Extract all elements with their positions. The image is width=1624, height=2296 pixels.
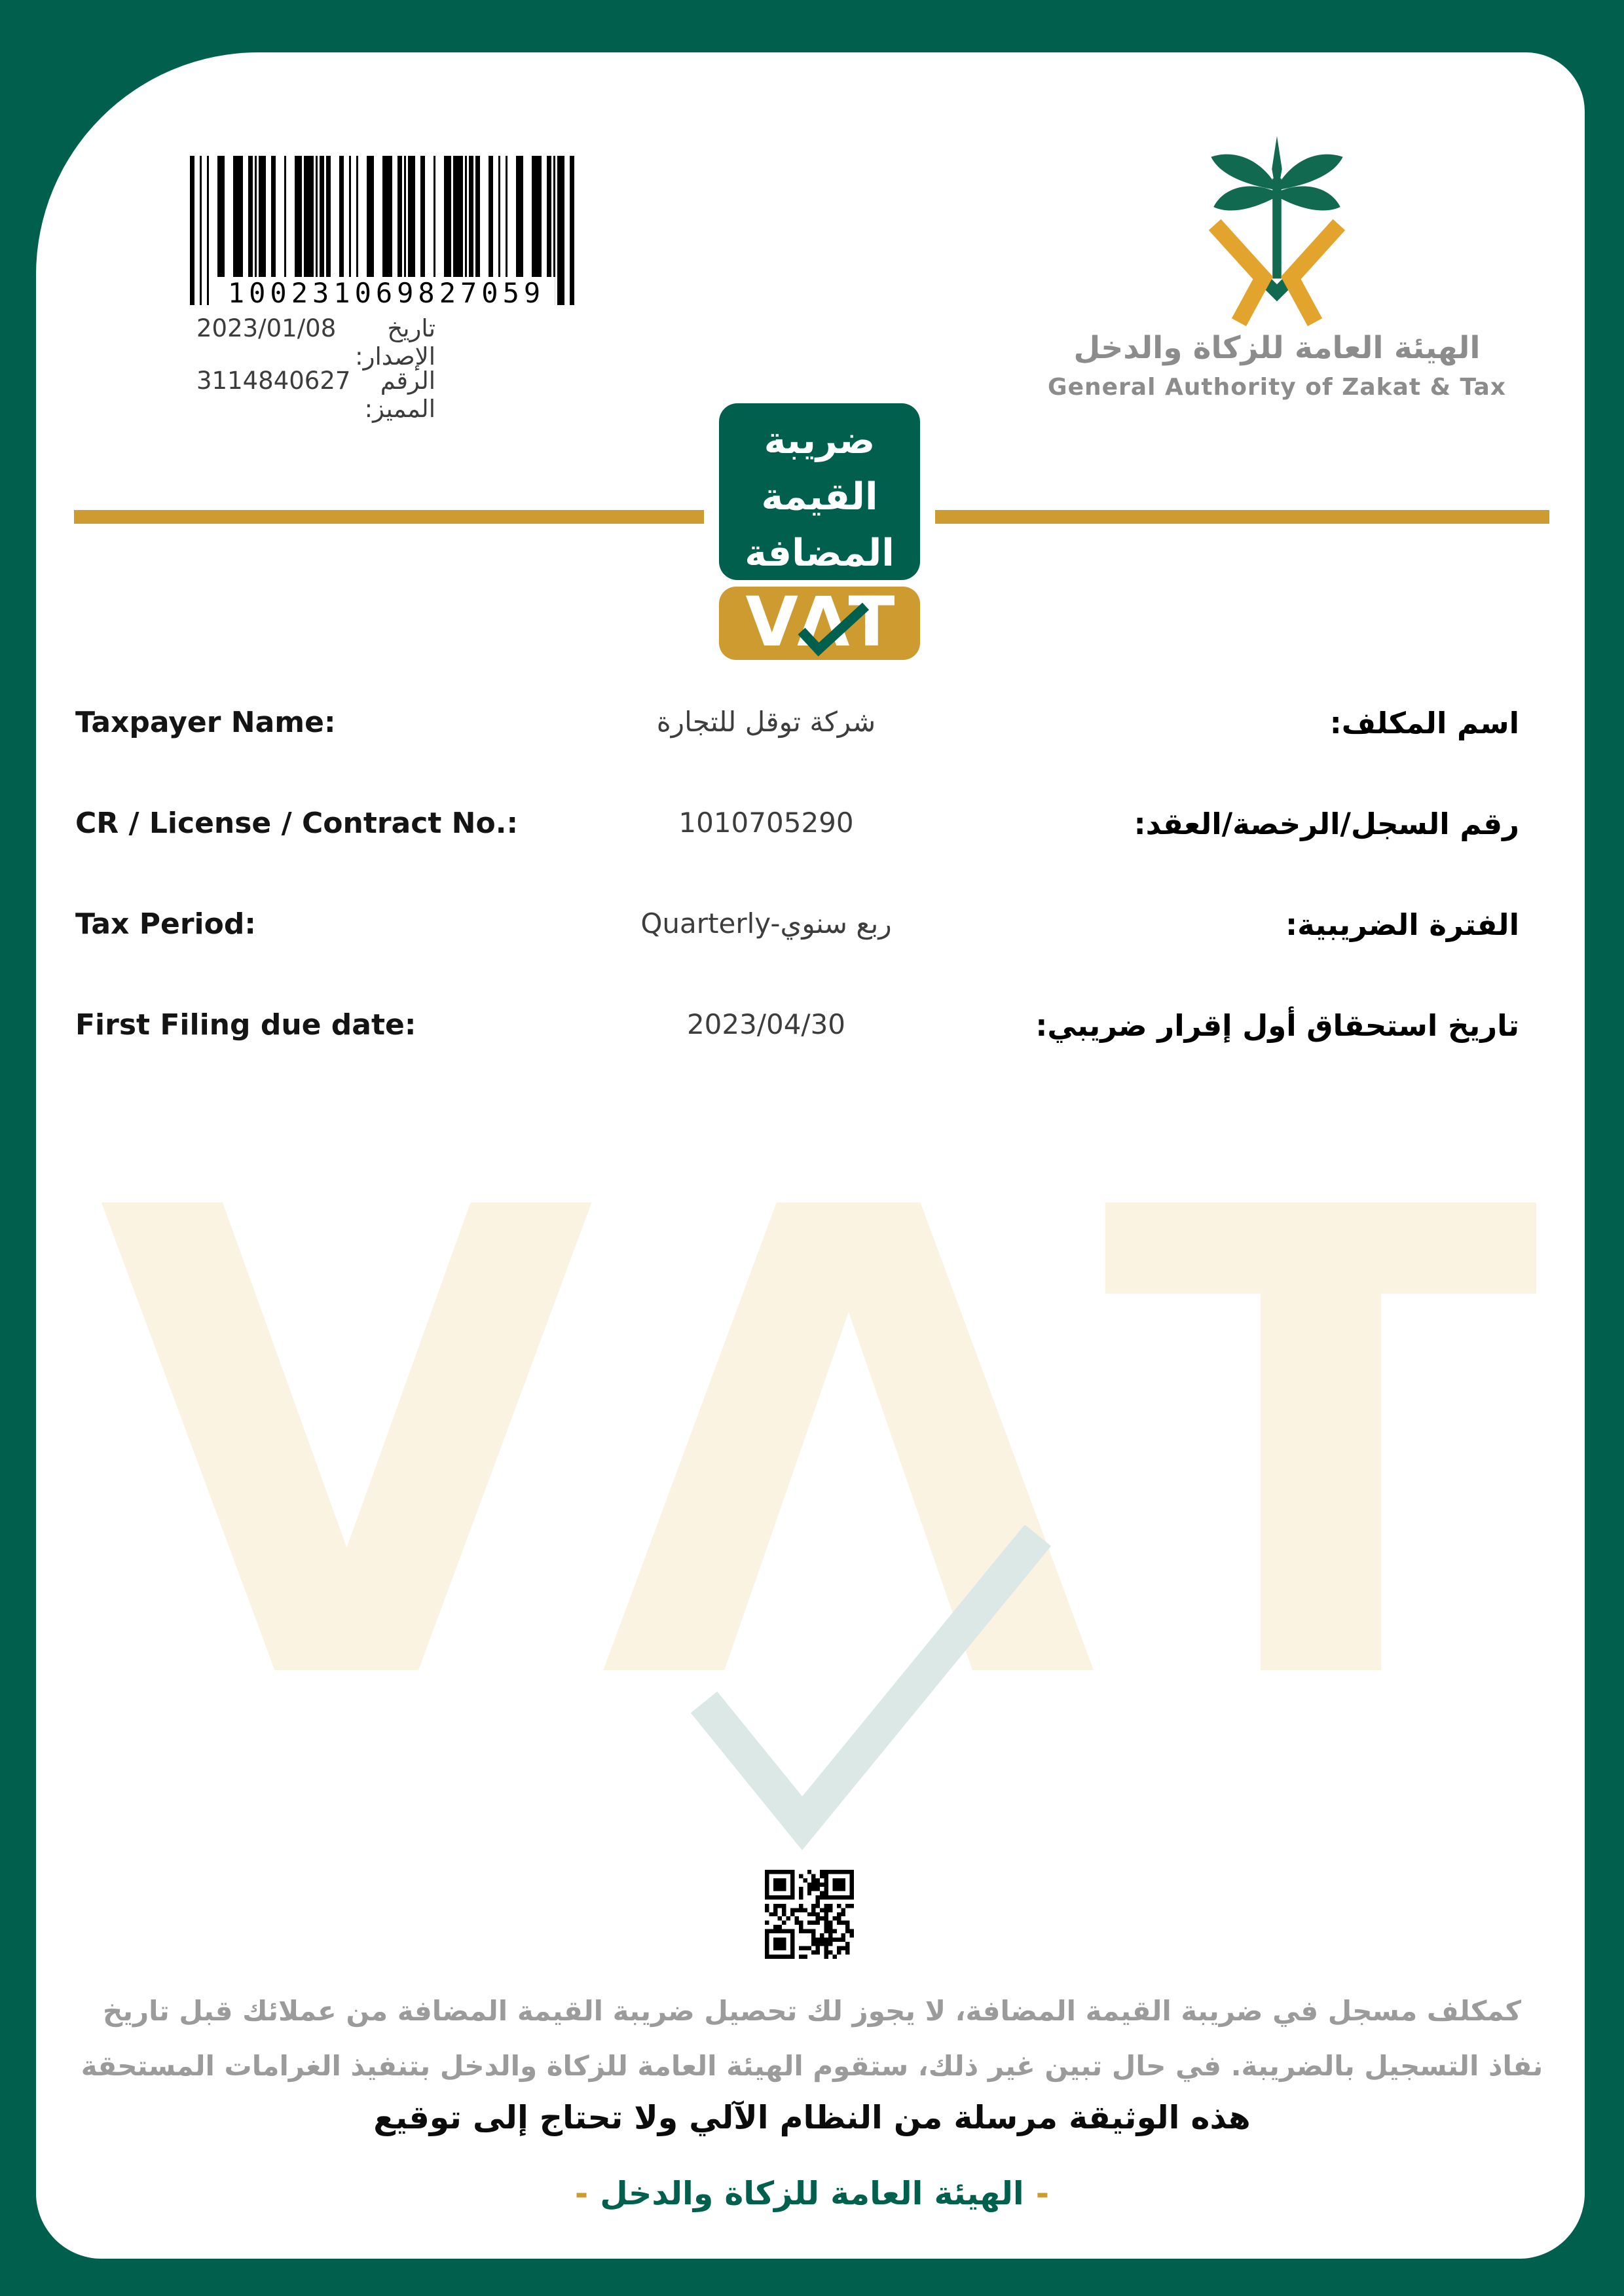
footer-authority-line bbox=[49, 2175, 1575, 2212]
first-filing-due-date-label-en: First Filing due date: bbox=[75, 1008, 416, 1042]
gold-dash-left: - bbox=[574, 2175, 589, 2212]
gold-dash-right: - bbox=[1035, 2175, 1050, 2212]
palm-tree-logo-icon bbox=[1169, 131, 1385, 327]
tax-period-value: Quarterly-ربع سنوي bbox=[640, 907, 892, 939]
vat-badge-line-1: ضريبة bbox=[764, 419, 876, 462]
tax-period-label-en: Tax Period: bbox=[75, 907, 256, 941]
vat-badge-line-2: القيمة bbox=[761, 475, 878, 519]
vat-badge-wordmark-box bbox=[719, 582, 920, 662]
issue-date-value: 2023/01/08 bbox=[196, 314, 337, 342]
taxpayer-name-label-en: Taxpayer Name: bbox=[75, 706, 336, 739]
footer-auto-generated-note: هذه الوثيقة مرسلة من النظام الآلي ولا تحتاج إلى توقيع bbox=[373, 2099, 1251, 2136]
qr-code bbox=[765, 1870, 854, 1959]
authority-name-english: General Authority of Zakat & Tax bbox=[1048, 374, 1506, 401]
cr-number-label-ar: رقم السجل/الرخصة/العقد: bbox=[1134, 807, 1519, 841]
gold-divider-left bbox=[74, 510, 704, 524]
cr-number-label-en: CR / License / Contract No.: bbox=[75, 807, 519, 840]
issue-date-label: تاريخ الإصدار: bbox=[355, 314, 435, 371]
vat-badge-line-3: المضافة bbox=[745, 532, 895, 575]
taxpayer-name-value: شركة توقل للتجارة bbox=[656, 706, 876, 738]
vat-badge-arabic bbox=[719, 403, 920, 580]
issue-info bbox=[196, 314, 435, 423]
taxpayer-name-label-ar: اسم المكلف: bbox=[1329, 706, 1519, 740]
barcode bbox=[190, 156, 583, 309]
check-icon bbox=[796, 601, 872, 657]
first-filing-due-date-value: 2023/04/30 bbox=[686, 1008, 846, 1040]
watermark-check-icon bbox=[681, 1525, 1061, 1853]
distinctive-number-label: الرقم المميز: bbox=[364, 367, 435, 423]
vat-wordmark: VΛT bbox=[745, 582, 894, 662]
footer-authority-name: الهيئة العامة للزكاة والدخل bbox=[600, 2175, 1024, 2212]
footer-notice-line-2: نفاذ التسجيل بالضريبة. في حال تبين غير ذلك، ستقوم الهيئة العامة للزكاة والدخل بتنفيذ الغرامات المستحقة bbox=[81, 2050, 1543, 2082]
gold-divider-right bbox=[935, 510, 1549, 524]
first-filing-due-date-label-ar: تاريخ استحقاق أول إقرار ضريبي: bbox=[1035, 1008, 1519, 1043]
barcode-number: 100231069827059 bbox=[217, 277, 555, 309]
authority-logo-block bbox=[1048, 131, 1506, 401]
footer-notice bbox=[49, 1984, 1575, 2094]
cr-number-value: 1010705290 bbox=[678, 807, 854, 839]
distinctive-number-row bbox=[196, 367, 435, 423]
footer-notice-line-1: كمكلف مسجل في ضريبة القيمة المضافة، لا يجوز لك تحصيل ضريبة القيمة المضافة من عملائك قبل تاريخ bbox=[102, 1995, 1522, 2027]
issue-date-row bbox=[196, 314, 435, 371]
distinctive-number-value: 3114840627 bbox=[196, 367, 351, 395]
vat-watermark: VΛT bbox=[98, 1075, 1545, 1822]
authority-name-arabic: الهيئة العامة للزكاة والدخل bbox=[1073, 330, 1481, 366]
tax-period-label-ar: الفترة الضريبية: bbox=[1285, 907, 1519, 942]
